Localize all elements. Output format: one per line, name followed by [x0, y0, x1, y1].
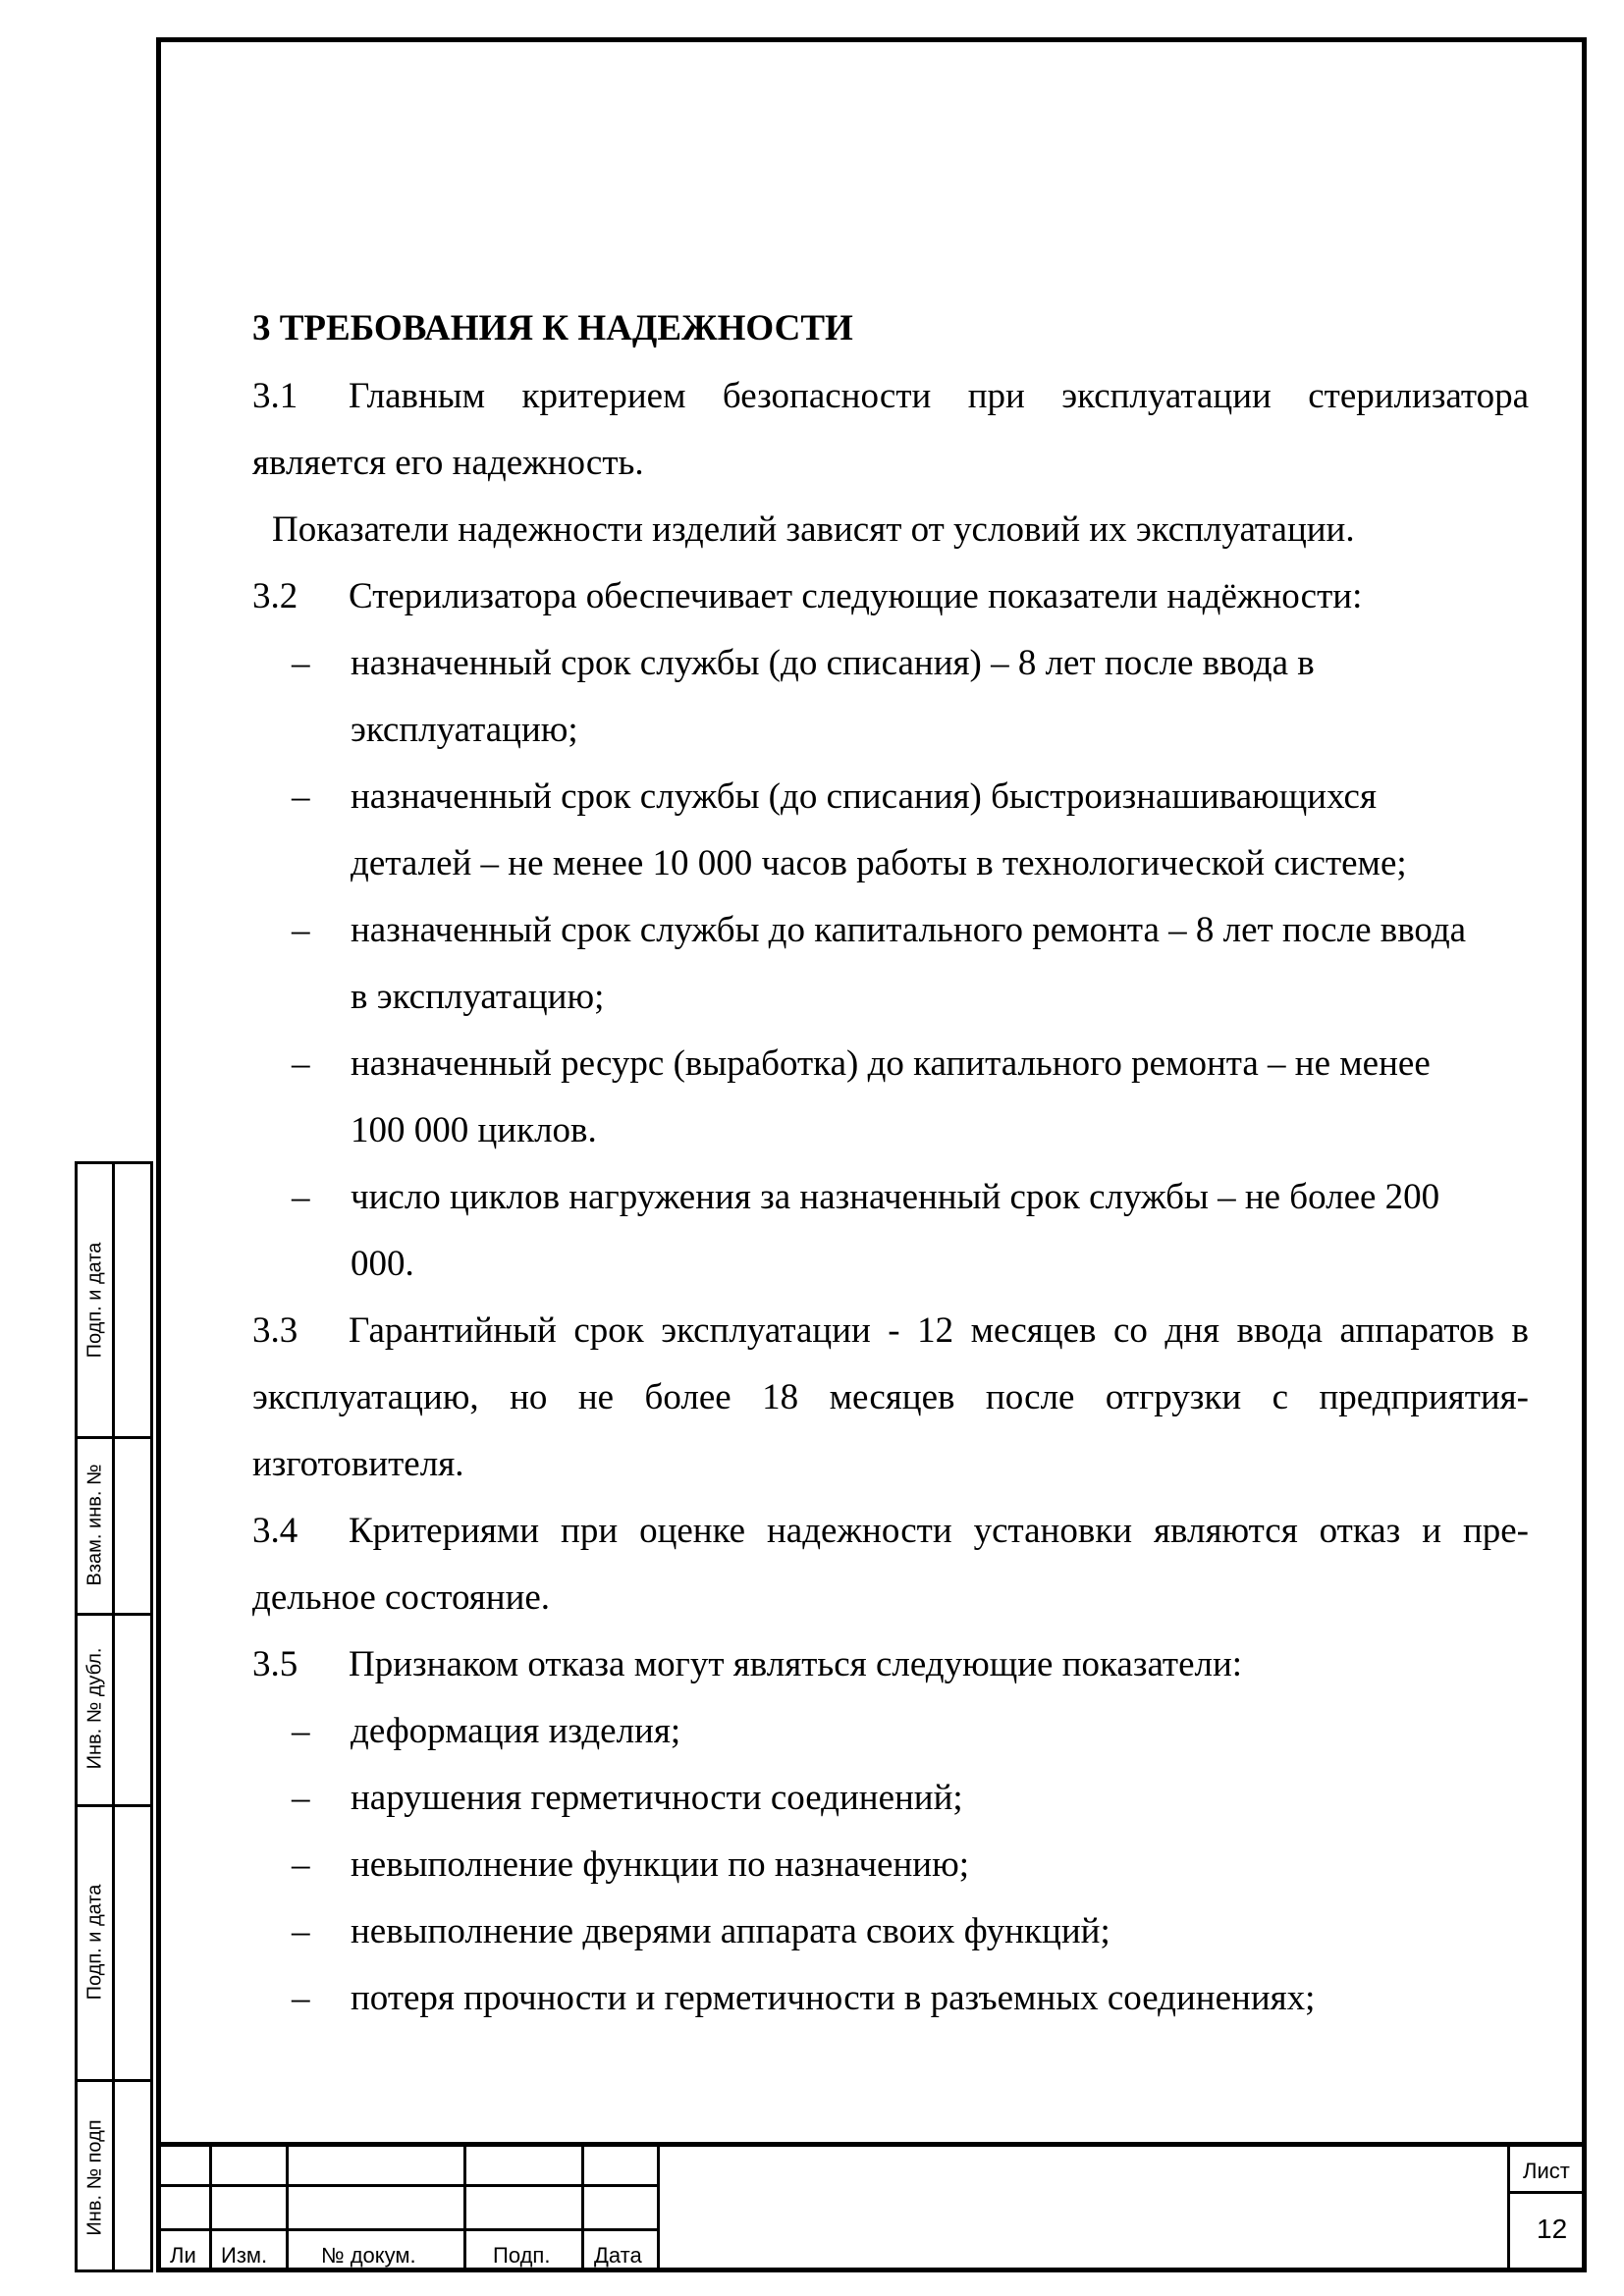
list-item-continuation	[252, 1097, 1529, 1164]
side-stamp	[75, 1161, 153, 2272]
list-item	[252, 1898, 1529, 1965]
list-item-text: эксплуатацию;	[351, 710, 578, 750]
list-item-text: 000.	[351, 1244, 414, 1284]
list-item-text: невыполнение функции по назначению;	[351, 1844, 969, 1885]
section-heading: 3 ТРЕБОВАНИЯ К НАДЕЖНОСТИ	[252, 308, 853, 348]
list-item-text: деталей – не менее 10 000 часов работы в технологической системе;	[351, 843, 1407, 883]
paragraph-text: Признаком отказа могут являться следующие показатели:	[349, 1644, 1243, 1684]
paragraph-3-5	[252, 1631, 1529, 1698]
document-body	[252, 294, 1529, 2032]
list-item-text: 100 000 циклов.	[351, 1110, 597, 1150]
sheet-number: 12	[1537, 2214, 1568, 2244]
list-item-text: назначенный срок службы (до списания) – 8 лет после ввода в	[351, 643, 1315, 683]
paragraph-3-1	[252, 363, 1529, 497]
list-item	[252, 1698, 1529, 1765]
dash-marker: –	[292, 776, 310, 817]
dash-marker: –	[292, 1043, 310, 1084]
list-item-text: назначенный срок службы (до списания) быстроизнашивающихся	[351, 776, 1377, 817]
paragraph-text: Стерилизатора обеспечивает следующие показатели надёжности:	[349, 576, 1363, 616]
list-item-text: потеря прочности и герметичности в разъемных соединениях;	[351, 1978, 1316, 2018]
list-item-continuation	[252, 964, 1529, 1031]
title-block-row-line	[156, 2228, 660, 2231]
dash-marker: –	[292, 1778, 310, 1818]
dash-marker: –	[292, 643, 310, 683]
list-item	[252, 1164, 1529, 1231]
side-stamp-label: Взам. инв. №	[83, 1464, 106, 1585]
title-block-main	[660, 2147, 1510, 2272]
list-item-text: в эксплуатацию;	[351, 977, 605, 1017]
paragraph-3-4	[252, 1498, 1529, 1631]
paragraph-number: 3.1	[252, 376, 298, 416]
title-block	[156, 2142, 1587, 2272]
list-item-text: назначенный срок службы до капитального ремонта – 8 лет после ввода	[351, 910, 1467, 950]
dash-marker: –	[292, 1177, 310, 1217]
paragraph-number: 3.2	[252, 576, 298, 616]
list-item	[252, 1765, 1529, 1832]
paragraph-text: Гарантийный срок эксплуатации - 12 месяцев со дня ввода аппаратов в эксплуатацию, но не более 18 месяцев после отгрузки с предприятия-изготовителя.	[252, 1310, 1529, 1484]
izm-li-label: Ли	[170, 2243, 196, 2268]
list-item	[252, 764, 1529, 830]
paragraph-number: 3.4	[252, 1511, 298, 1551]
side-stamp-label: Инв. № дубл.	[83, 1647, 106, 1770]
dash-marker: –	[292, 1844, 310, 1885]
list-item-text: деформация изделия;	[351, 1711, 681, 1751]
list-item-text: назначенный ресурс (выработка) до капитального ремонта – не менее	[351, 1043, 1431, 1084]
paragraph-text: Главным критерием безопасности при эксплуатации стерилизатора является его надежность.	[252, 376, 1529, 483]
signature-label: Подп.	[493, 2243, 551, 2268]
list-item	[252, 1965, 1529, 2032]
paragraph-3-3	[252, 1298, 1529, 1498]
side-stamp-label: Подп. и дата	[83, 1884, 106, 2000]
title-block-row-line	[156, 2184, 660, 2187]
list-item-continuation	[252, 1231, 1529, 1298]
list-item	[252, 1031, 1529, 1097]
list-item-text: нарушения герметичности соединений;	[351, 1778, 963, 1818]
list-item	[252, 897, 1529, 964]
list-item-continuation	[252, 697, 1529, 764]
side-stamp-label: Подп. и дата	[83, 1242, 106, 1359]
list-item	[252, 630, 1529, 697]
list-item	[252, 1832, 1529, 1898]
dash-marker: –	[292, 910, 310, 950]
title-block-sheet-line	[1510, 2191, 1587, 2194]
list-item-continuation	[252, 830, 1529, 897]
dash-marker: –	[292, 1711, 310, 1751]
paragraph-number: 3.5	[252, 1644, 298, 1684]
list-item-text: число циклов нагружения за назначенный срок службы – не более 200	[351, 1177, 1440, 1217]
paragraph-3-1-note: Показатели надежности изделий зависят от условий их эксплуатации.	[272, 509, 1355, 550]
list-item-text: невыполнение дверями аппарата своих функций;	[351, 1911, 1110, 1951]
paragraph-text: Критериями при оценке надежности установки являются отказ и пре-дельное состояние.	[252, 1511, 1529, 1618]
dash-marker: –	[292, 1978, 310, 2018]
dash-marker: –	[292, 1911, 310, 1951]
doc-number-label: № докум.	[321, 2243, 416, 2268]
date-label: Дата	[594, 2243, 642, 2268]
side-stamp-label: Инв. № подп	[83, 2118, 106, 2236]
izm-label: Изм.	[221, 2243, 268, 2268]
paragraph-number: 3.3	[252, 1310, 298, 1351]
sheet-label: Лист	[1523, 2159, 1570, 2183]
paragraph-3-2	[252, 563, 1529, 630]
